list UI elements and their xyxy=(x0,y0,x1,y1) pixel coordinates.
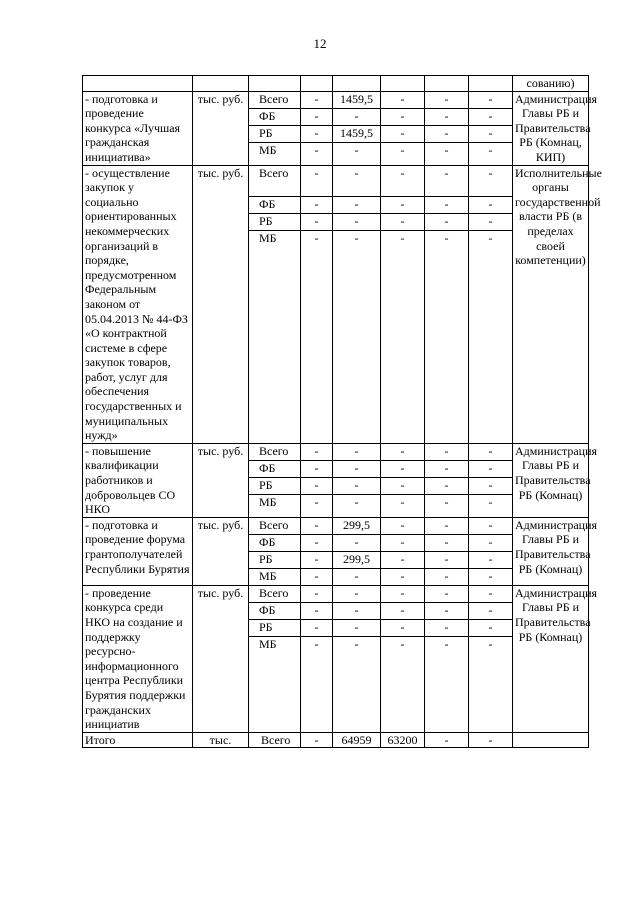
value-cell: - xyxy=(314,568,319,583)
value-cell: - xyxy=(314,142,319,157)
value-cell: - xyxy=(381,444,424,461)
value-cell: 1459,5 xyxy=(333,92,380,109)
value-cell: - xyxy=(425,552,468,569)
value-column xyxy=(333,443,381,517)
value-cell: - xyxy=(488,142,493,157)
value-cell: - xyxy=(333,620,380,637)
value-cell: - xyxy=(469,603,512,620)
value-cell: - xyxy=(425,535,468,552)
value-cell: - xyxy=(381,92,424,109)
value-cell: - xyxy=(381,535,424,552)
total-label: Итого xyxy=(83,732,193,748)
executor-cell: Администрация Главы РБ и Правительства РБ (Комнац, КИП) xyxy=(513,91,589,165)
funding-source: МБ xyxy=(259,142,277,157)
value-cell: - xyxy=(469,586,512,603)
value-cell: - xyxy=(469,166,512,197)
value-cell: - xyxy=(301,92,332,109)
value-cell: - xyxy=(301,444,332,461)
value-column xyxy=(301,443,333,517)
value-cell: 299,5 xyxy=(333,552,380,569)
source-cell xyxy=(249,585,301,732)
value-cell: - xyxy=(354,230,359,245)
value-cell: - xyxy=(314,636,319,651)
value-cell: - xyxy=(469,461,512,478)
funding-source: Всего xyxy=(249,444,300,461)
funding-source: Всего xyxy=(249,518,300,535)
value-cell: - xyxy=(444,142,449,157)
value-cell: - xyxy=(381,603,424,620)
value-column xyxy=(333,585,381,732)
value-cell: - xyxy=(469,444,512,461)
value-cell: - xyxy=(425,197,468,214)
value-cell: - xyxy=(301,214,332,231)
event-name: - повышение квалификации работников и добровольцев СО НКО xyxy=(83,443,193,517)
value-cell: - xyxy=(381,109,424,126)
value-cell: - xyxy=(469,126,512,143)
unit-cell: тыс. руб. xyxy=(193,165,249,443)
table-row-continuation xyxy=(83,76,589,92)
table-row xyxy=(83,91,589,165)
funding-source: Всего xyxy=(249,92,300,109)
value-cell: - xyxy=(381,166,424,197)
value-cell: - xyxy=(301,535,332,552)
value-cell: - xyxy=(333,586,380,603)
unit-cell: тыс. руб. xyxy=(193,91,249,165)
table-row xyxy=(83,517,589,585)
value-cell: - xyxy=(488,494,493,509)
funding-source: ФБ xyxy=(249,603,300,620)
value-cell: - xyxy=(301,518,332,535)
unit-cell: тыс. руб. xyxy=(193,517,249,585)
value-cell: - xyxy=(488,636,493,651)
program-table xyxy=(82,75,602,748)
value-cell: - xyxy=(333,461,380,478)
value-cell: - xyxy=(333,109,380,126)
value-column xyxy=(425,165,469,443)
value-cell: - xyxy=(301,461,332,478)
value-cell: - xyxy=(444,568,449,583)
value-cell: - xyxy=(333,166,380,197)
value-column xyxy=(381,91,425,165)
value-column xyxy=(301,517,333,585)
funding-source: МБ xyxy=(259,636,277,651)
value-column xyxy=(425,517,469,585)
value-cell: - xyxy=(425,166,468,197)
executor-cell: Администрация Главы РБ и Правительства РБ (Комнац) xyxy=(513,443,589,517)
value-cell: - xyxy=(425,92,468,109)
funding-source: МБ xyxy=(259,230,277,245)
value-column xyxy=(333,165,381,443)
unit-cell: тыс. руб. xyxy=(193,443,249,517)
value-cell: - xyxy=(354,142,359,157)
value-cell: - xyxy=(333,197,380,214)
value-cell: - xyxy=(381,518,424,535)
value-cell: - xyxy=(314,230,319,245)
table-row-total xyxy=(83,732,589,748)
value-cell: - xyxy=(301,126,332,143)
value-cell: - xyxy=(400,636,405,651)
value-cell: - xyxy=(381,552,424,569)
value-cell: - xyxy=(469,535,512,552)
value-cell: - xyxy=(333,603,380,620)
funding-source: РБ xyxy=(249,478,300,495)
value-cell: - xyxy=(333,535,380,552)
funding-source: РБ xyxy=(249,620,300,637)
value-column xyxy=(301,91,333,165)
value-cell: - xyxy=(301,109,332,126)
value-cell: - xyxy=(488,568,493,583)
value-cell: - xyxy=(444,230,449,245)
value-cell: - xyxy=(301,620,332,637)
value-cell: - xyxy=(301,586,332,603)
value-cell: - xyxy=(425,603,468,620)
funding-source: ФБ xyxy=(249,109,300,126)
value-cell: - xyxy=(333,444,380,461)
executor-cell: Администрация Главы РБ и Правительства РБ (Комнац) xyxy=(513,585,589,732)
value-cell: - xyxy=(469,518,512,535)
table-row xyxy=(83,585,589,732)
funding-source: МБ xyxy=(259,568,277,583)
value-cell: - xyxy=(381,461,424,478)
funding-source: РБ xyxy=(249,552,300,569)
value-cell: - xyxy=(444,494,449,509)
value-cell: - xyxy=(381,214,424,231)
value-cell: - xyxy=(425,214,468,231)
value-cell: - xyxy=(301,478,332,495)
value-cell: - xyxy=(469,92,512,109)
value-column xyxy=(381,165,425,443)
value-cell: - xyxy=(400,230,405,245)
event-name: - подготовка и проведение конкурса «Лучшая гражданская инициатива» xyxy=(83,91,193,165)
event-name: - подготовка и проведение форума грантополучателей Республики Бурятия xyxy=(83,517,193,585)
value-cell: - xyxy=(354,494,359,509)
value-cell: - xyxy=(381,478,424,495)
value-cell: - xyxy=(301,732,333,748)
value-cell: - xyxy=(488,230,493,245)
value-column xyxy=(425,91,469,165)
funding-source: РБ xyxy=(249,214,300,231)
page-number: 12 xyxy=(313,36,327,51)
value-cell: - xyxy=(469,478,512,495)
value-cell: - xyxy=(381,620,424,637)
value-column xyxy=(333,91,381,165)
source-cell xyxy=(249,517,301,585)
value-column xyxy=(425,443,469,517)
event-name: - проведение конкурса среди НКО на создание и поддержку ресурсно-информационного центра Республики Бурятия поддержки гражданских инициатив xyxy=(83,585,193,732)
value-cell: - xyxy=(425,444,468,461)
value-column xyxy=(469,517,513,585)
value-column xyxy=(333,517,381,585)
value-cell: - xyxy=(381,126,424,143)
source-cell xyxy=(249,165,301,443)
funding-source: Всего xyxy=(249,166,300,197)
funding-source: ФБ xyxy=(249,197,300,214)
value-cell: 64959 xyxy=(333,732,381,748)
funding-source: Всего xyxy=(249,732,301,748)
executor-cell: Администрация Главы РБ и Правительства РБ (Комнац) xyxy=(513,517,589,585)
value-cell: - xyxy=(425,126,468,143)
value-column xyxy=(381,517,425,585)
value-cell: - xyxy=(400,142,405,157)
value-column xyxy=(301,585,333,732)
value-cell: - xyxy=(333,478,380,495)
funding-source: МБ xyxy=(259,494,277,509)
funding-source: ФБ xyxy=(249,535,300,552)
executor-cell: Исполнительные органы государственной власти РБ (в пределах своей компетенции) xyxy=(513,165,589,443)
value-cell: - xyxy=(314,494,319,509)
value-cell: - xyxy=(425,518,468,535)
value-cell: - xyxy=(469,620,512,637)
value-cell: - xyxy=(425,109,468,126)
value-column xyxy=(469,91,513,165)
value-cell: - xyxy=(354,636,359,651)
value-column xyxy=(425,585,469,732)
value-cell: 1459,5 xyxy=(333,126,380,143)
source-cell xyxy=(249,91,301,165)
unit-cell: тыс. xyxy=(193,732,249,748)
value-cell: - xyxy=(301,197,332,214)
unit-cell: тыс. руб. xyxy=(193,585,249,732)
value-cell: - xyxy=(301,603,332,620)
value-cell: - xyxy=(381,197,424,214)
value-cell: - xyxy=(425,732,469,748)
value-cell: - xyxy=(469,552,512,569)
value-column xyxy=(469,443,513,517)
table-row xyxy=(83,443,589,517)
funding-source: ФБ xyxy=(249,461,300,478)
value-cell: - xyxy=(333,214,380,231)
event-name: - осуществление закупок у социально ориентированных некоммерческих организаций в порядке, предусмотренном Федеральным законом от 05.04.2013 № 44-ФЗ «О контрактной системе в сфере закупок товаров, работ, услуг для обеспечения государственных и муниципальных нужд» xyxy=(83,165,193,443)
table-row xyxy=(83,165,589,443)
value-cell: - xyxy=(469,214,512,231)
value-cell: - xyxy=(301,552,332,569)
value-cell: - xyxy=(381,586,424,603)
value-cell: - xyxy=(425,461,468,478)
value-column xyxy=(469,585,513,732)
value-cell: - xyxy=(469,732,513,748)
value-cell: 299,5 xyxy=(333,518,380,535)
value-cell: - xyxy=(425,620,468,637)
value-cell: - xyxy=(469,109,512,126)
value-column xyxy=(469,165,513,443)
value-cell: - xyxy=(400,494,405,509)
value-cell: - xyxy=(425,586,468,603)
funding-source: РБ xyxy=(249,126,300,143)
funding-source: Всего xyxy=(249,586,300,603)
value-cell: 63200 xyxy=(381,732,425,748)
value-cell: - xyxy=(444,636,449,651)
value-cell: - xyxy=(469,197,512,214)
value-cell: - xyxy=(301,166,332,197)
executor-cell xyxy=(513,732,589,748)
value-cell: - xyxy=(400,568,405,583)
value-column xyxy=(381,443,425,517)
value-column xyxy=(381,585,425,732)
value-cell: - xyxy=(354,568,359,583)
value-column xyxy=(301,165,333,443)
value-cell: - xyxy=(425,478,468,495)
source-cell xyxy=(249,443,301,517)
executor-cell: сованию) xyxy=(513,76,589,92)
